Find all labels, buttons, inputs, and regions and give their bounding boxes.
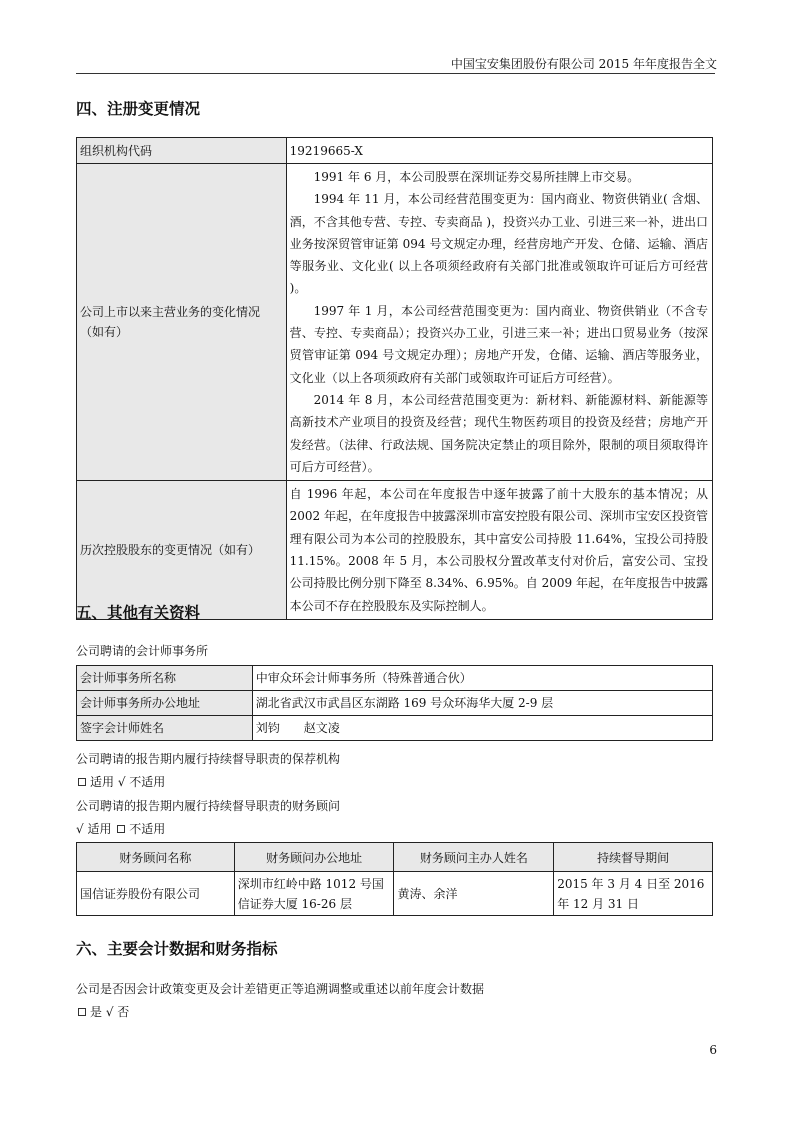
org-code-value: 19219665-X (286, 138, 712, 164)
auditor-intro: 公司聘请的会计师事务所 (76, 644, 209, 658)
advisor-address-value: 深圳市红岭中路 1012 号国信证券大厦 16-26 层 (234, 872, 394, 916)
sponsor-option-not-applicable: √ 不适用 (117, 775, 166, 789)
org-code-label: 组织机构代码 (77, 138, 287, 164)
header-divider (76, 73, 715, 74)
business-paragraph: 1997 年 1 月，本公司经营范围变更为：国内商业、物资供销业（不含专营、专控、专卖商品）；投资兴办工业，引进三来一补；进出口贸易业务（按深贸管审证第 094 号文规定办理）；房地产开发，仓储、运输、酒店等服务业，文化业（以上各项须政府有关部门或领取许可证后方可经营）。 (289, 303, 708, 385)
advisor-header-period: 持续督导期间 (554, 843, 713, 872)
checkbox-empty-icon (78, 1008, 86, 1016)
advisor-options (76, 820, 165, 837)
restatement-option-no: √ 否 (105, 1005, 130, 1019)
controlling-holder-label: 历次控股股东的变更情况（如有） (77, 481, 287, 620)
sponsor-option-applicable: 适用 (90, 775, 115, 789)
checkbox-empty-icon (78, 778, 86, 786)
advisor-header-sponsor: 财务顾问主办人姓名 (394, 843, 554, 872)
registration-table (76, 137, 713, 620)
advisor-sponsor-value: 黄涛、余洋 (394, 872, 554, 916)
auditor-name-label: 会计师事务所名称 (77, 666, 253, 691)
advisor-option-not-applicable: 不适用 (129, 822, 166, 836)
advisor-header-address: 财务顾问办公地址 (234, 843, 394, 872)
restatement-question: 公司是否因会计政策变更及会计差错更正等追溯调整或重述以前年度会计数据 (76, 982, 485, 996)
financial-advisor-table (76, 842, 713, 916)
section-title-other-info: 五、其他有关资料 (76, 604, 201, 622)
advisor-period-value: 2015 年 3 月 4 日至 2016 年 12 月 31 日 (554, 872, 713, 916)
signing-accountant-label: 签字会计师姓名 (77, 716, 253, 741)
auditor-name-value: 中审众环会计师事务所（特殊普通合伙） (252, 666, 712, 691)
business-change-content (286, 164, 712, 481)
section-title-key-financials: 六、主要会计数据和财务指标 (76, 940, 278, 958)
business-change-label: 公司上市以来主营业务的变化情况（如有） (77, 164, 287, 481)
auditor-address-label: 会计师事务所办公地址 (77, 691, 253, 716)
section-title-registration-changes: 四、注册变更情况 (76, 100, 201, 118)
sponsor-options (76, 773, 165, 790)
advisor-name-value: 国信证券股份有限公司 (77, 872, 235, 916)
advisor-header-name: 财务顾问名称 (77, 843, 235, 872)
restatement-option-yes: 是 (90, 1005, 103, 1019)
signing-accountant-value: 刘钧 赵文凌 (252, 716, 712, 741)
advisor-intro: 公司聘请的报告期内履行持续督导职责的财务顾问 (76, 799, 341, 813)
business-paragraph: 1991 年 6 月，本公司股票在深圳证券交易所挂牌上市交易。 (313, 170, 640, 184)
business-paragraph: 2014 年 8 月，本公司经营范围变更为：新材料、新能源材料、新能源等高新技术产业项目的投资及经营；现代生物医药项目的投资及经营；房地产开发经营。（法律、行政法规、国务院决定禁止的项目除外，限制的项目须取得许可后方可经营）。 (289, 392, 708, 474)
restatement-options (76, 1003, 129, 1020)
controlling-holder-content: 自 1996 年起，本公司在年度报告中逐年披露了前十大股东的基本情况；从 2002 年起，在年度报告中披露深圳市富安控股有限公司、深圳市宝安区投资管理有限公司为本公司的控股股东，其中富安公司持股 11.64%，宝投公司持股 11.15%。2008 年 5 月，本公司股权分置改革支付对价后，富安公司、宝投公司持股比例分别下降至 8.34%、6.95%。自 2009 年起，在年度报告中披露本公司不存在控股股东及实际控制人。 (286, 481, 712, 620)
page-number: 6 (709, 1043, 717, 1057)
advisor-option-applicable: √ 适用 (76, 822, 112, 836)
business-paragraph: 1994 年 11 月，本公司经营范围变更为：国内商业、物资供销业( 含烟、酒，不含其他专营、专控、专卖商品 )，投资兴办工业、引进三来一补，进出口业务按深贸管审证第 094 号文规定办理，经营房地产开发、仓储、运输、酒店等服务业、文化业( 以上各项须经政府有关部门批准或领取许可证后方可经营 )。 (289, 192, 708, 296)
document-header-title: 中国宝安集团股份有限公司 2015 年年度报告全文 (450, 57, 717, 71)
checkbox-empty-icon (117, 825, 125, 833)
auditor-table (76, 665, 713, 741)
sponsor-intro: 公司聘请的报告期内履行持续督导职责的保荐机构 (76, 752, 341, 766)
auditor-address-value: 湖北省武汉市武昌区东湖路 169 号众环海华大厦 2-9 层 (252, 691, 712, 716)
